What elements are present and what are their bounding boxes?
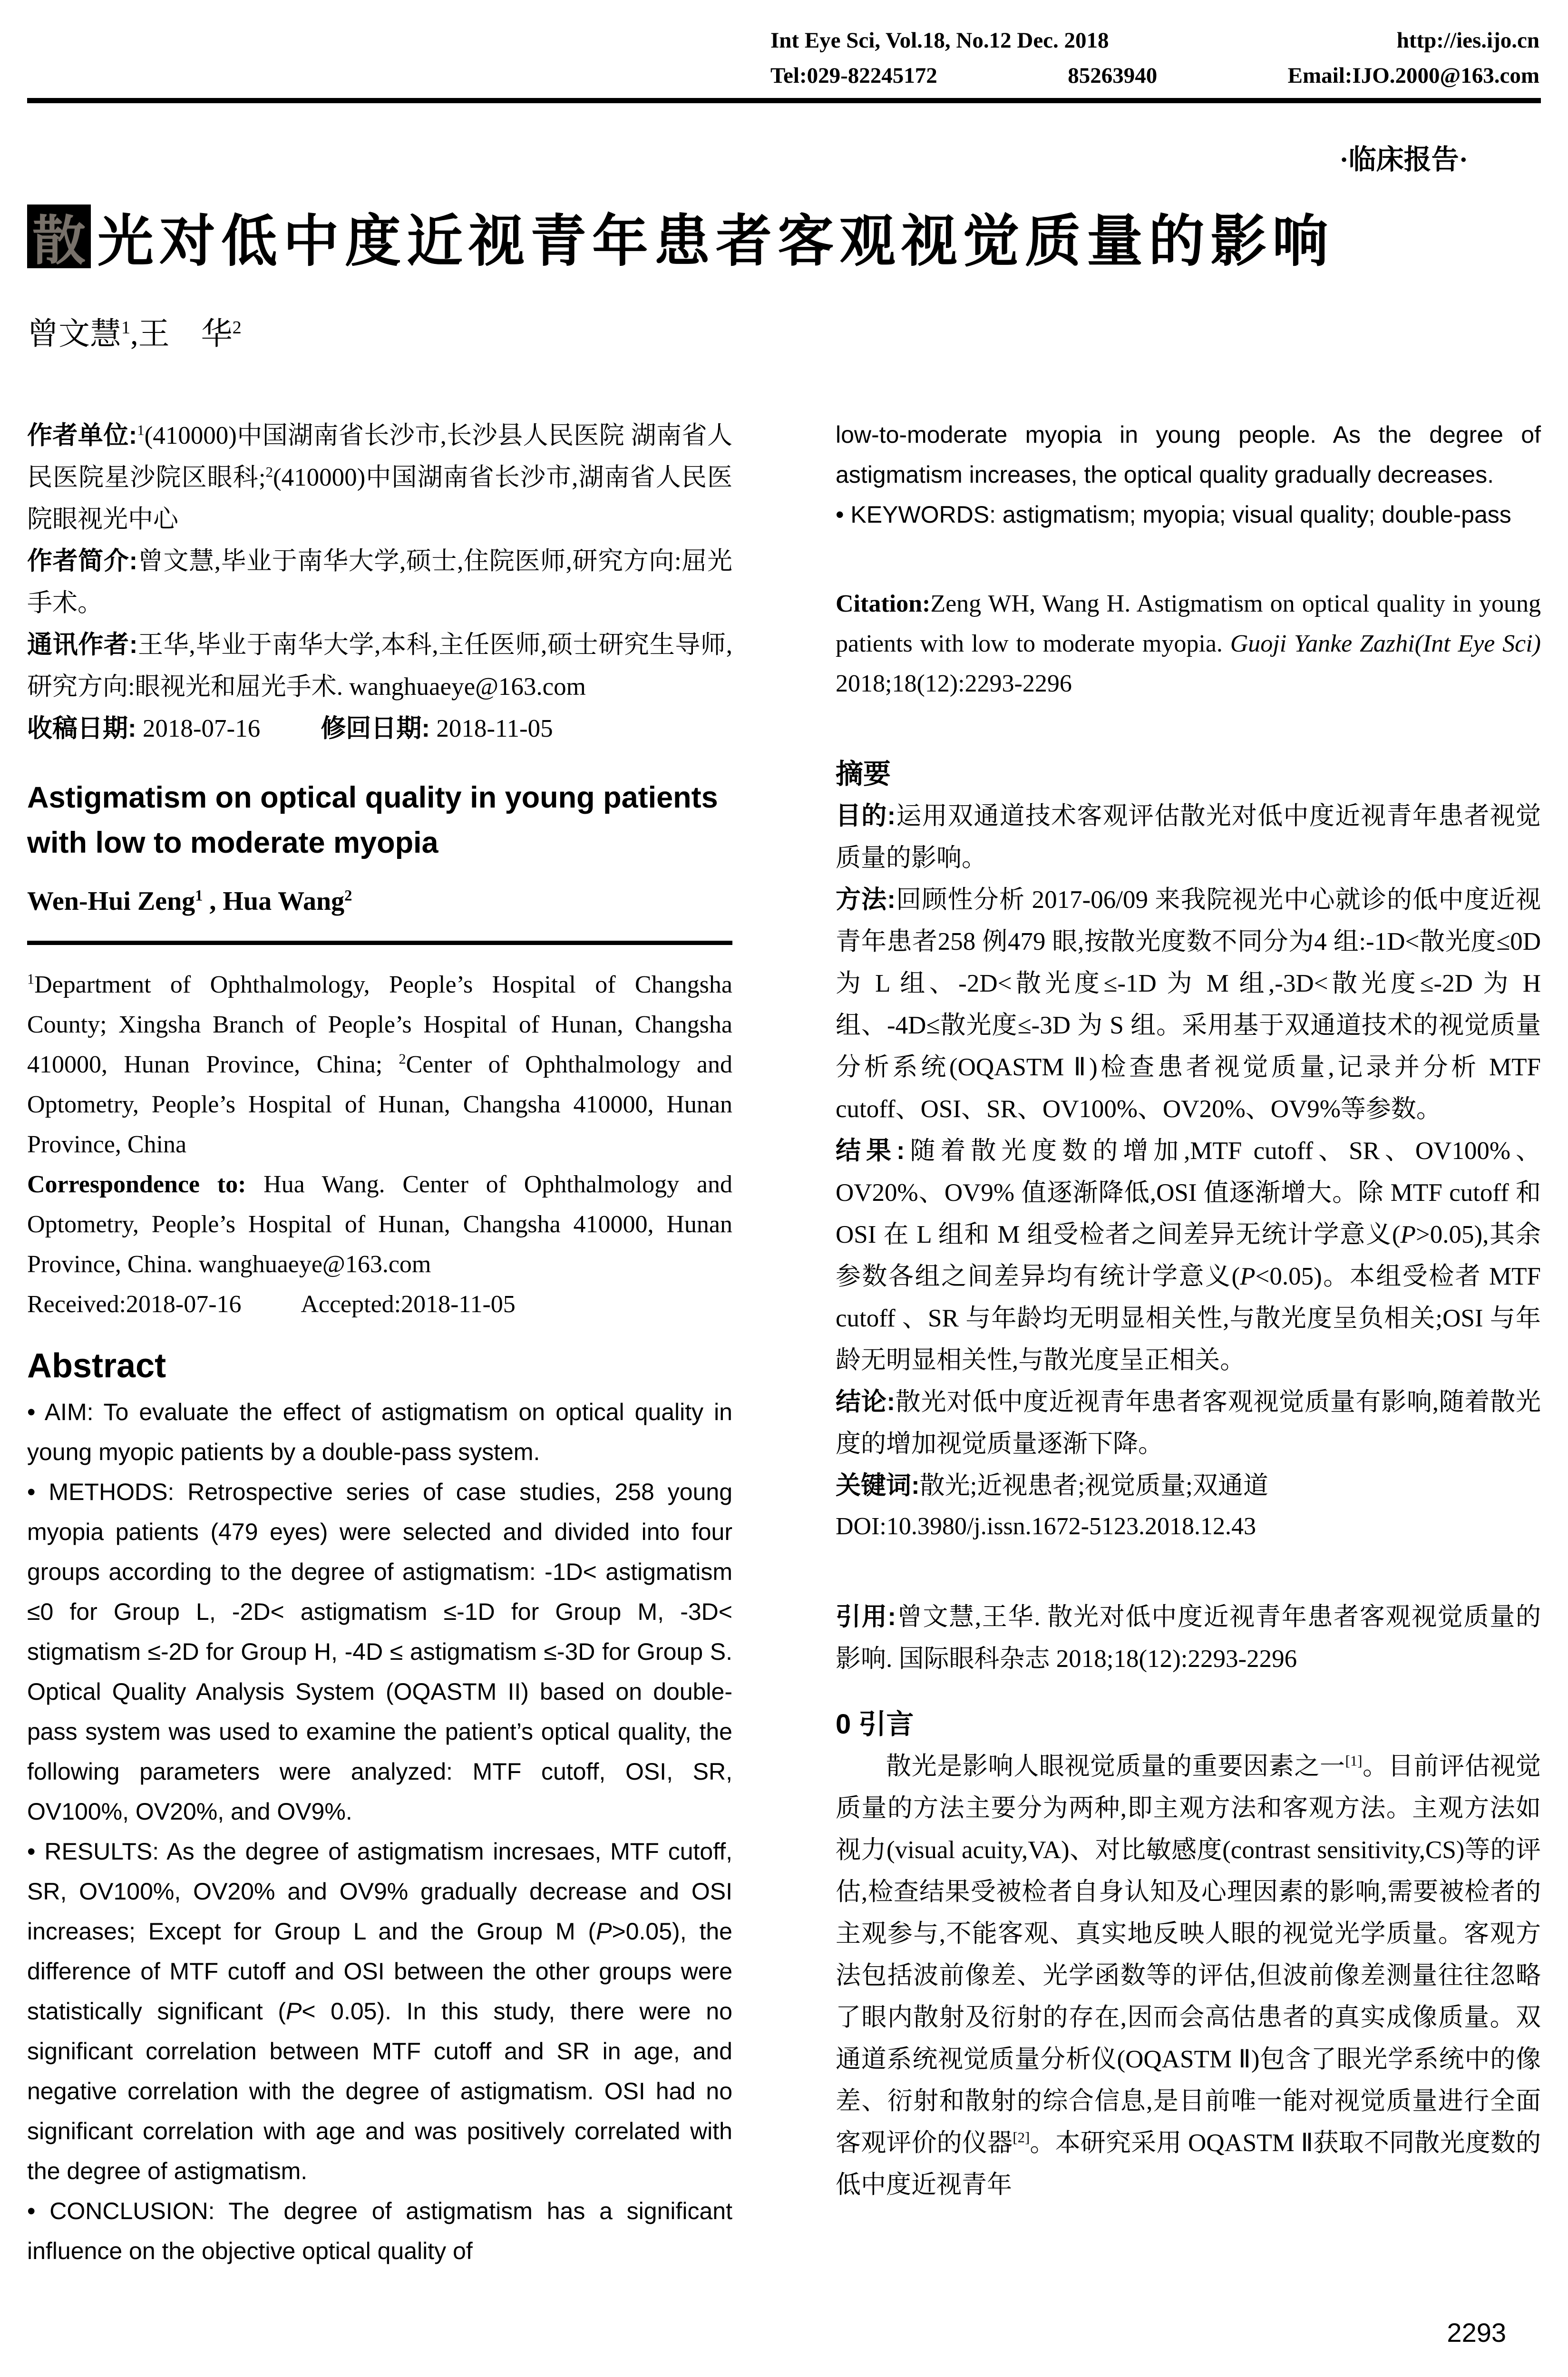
title-drop-cap: 散 bbox=[27, 205, 91, 268]
authors-english: Wen-Hui Zeng$^1$ , Hua Wang$^2$ bbox=[27, 887, 352, 916]
abstract-aim: • AIM: To evaluate the effect of astigmatism on optical quality in young myopic patients by a double-pass system. bbox=[27, 1399, 732, 1465]
aim-chinese: 目的:运用双通道技术客观评估散光对低中度近视青年患者视觉质量的影响。 bbox=[836, 802, 1541, 872]
author-bio-chinese: 作者简介:曾文慧,毕业于南华大学,硕士,住院医师,研究方向:屈光手术。 bbox=[27, 547, 732, 617]
methods-chinese: 方法:回顾性分析 2017-06/09 来我院视光中心就诊的低中度近视青年患者258 例479 眼,按散光度数不同分为4 组:-1D<散光度≤0D 为 L 组、-2D<散光度≤-1D 为 M 组,-3D<散光度≤-2D 为 H 组、-4D≤散光度≤-3D 为 S 组。采用基于双通道技术的视觉质量分析系统(OQASTM Ⅱ)检查患者视觉质量,记录并分析 MTF cutoff、OSI、SR、OV100%、OV20%、OV9%等参数。 bbox=[836, 886, 1541, 1123]
journal-volume-info: Int Eye Sci, Vol.18, No.12 Dec. 2018 bbox=[770, 28, 1109, 53]
title-text: 光对低中度近视青年患者客观视觉质量的影响 bbox=[97, 210, 1334, 273]
citation-chinese: 引用:曾文慧,王华. 散光对低中度近视青年患者客观视觉质量的影响. 国际眼科杂志 2018;18(12):2293-2296 bbox=[836, 1603, 1541, 1673]
correspondence-english: Correspondence to: Hua Wang. Center of Ophthalmology and Optometry, People’s Hospital of Hunan, Changsha 410000, Hunan Province, China. wanghuaeye@163.com bbox=[27, 1171, 732, 1278]
header-rule bbox=[27, 98, 1541, 103]
affiliation-chinese: 作者单位:$^1$(410000)中国湖南省长沙市,长沙县人民医院 湖南省人民医院星沙院区眼科;$^2$(410000)中国湖南省长沙市,湖南省人民医院眼视光中心 bbox=[27, 421, 732, 533]
footnote-divider bbox=[27, 941, 732, 945]
abstract-results: • RESULTS: As the degree of astigmatism incresaes, MTF cutoff, SR, OV100%, OV20% and OV9% gradually decrease and OSI increases; Except for Group L and the Group M (P>0.05), the difference of MTF cutoff and OSI between the other groups were statistically significant (P< 0.05). In this study, there were no significant correlation between MTF cutoff and SR in age, and negative correlation with the degree of astigmatism. OSI had no significant correlation with age and was positively correlated with the degree of astigmatism. bbox=[27, 1838, 732, 2184]
journal-website: http://ies.ijo.cn bbox=[1396, 28, 1539, 53]
abstract-conclusion: • CONCLUSION: The degree of astigmatism has a significant influence on the objective optical quality of bbox=[27, 2198, 732, 2264]
doi: DOI:10.3980/j.issn.1672-5123.2018.12.43 bbox=[836, 1513, 1256, 1540]
right-column bbox=[836, 415, 1541, 2206]
journal-telephone: Tel:029-82245172 bbox=[770, 63, 937, 88]
left-column bbox=[27, 415, 732, 2271]
abstract-methods: • METHODS: Retrospective series of case studies, 258 young myopia patients (479 eyes) were selected and divided into four groups according to the degree of astigmatism: -1D< astigmatism ≤0 for Group L, -2D< astigmatism ≤-1D for Group M, -3D< stigmatism ≤-2D for Group H, -4D ≤ astigmatism ≤-3D for Group S. Optical Quality Analysis System (OQASTM II) based on double-pass system was used to examine the patient’s optical quality, the following parameters were analyzed: MTF cutoff, OSI, SR, OV100%, OV20%, and OV9%. bbox=[27, 1479, 732, 1825]
introduction-paragraph: 散光是影响人眼视觉质量的重要因素之一[1]。目前评估视觉质量的方法主要分为两种,即主观方法和客观方法。主观方法如视力(visual acuity,VA)、对比敏感度(contrast sensitivity,CS)等的评估,检查结果受被检者自身认知及心理因素的影响,需要被检者的主观参与,不能客观、真实地反映人眼的视觉光学质量。客观方法包括波前像差、光学函数等的评估,但波前像差测量往往忽略了眼内散射及衍射的存在,因而会高估患者的真实成像质量。双通道系统视觉质量分析仪(OQASTM Ⅱ)包含了眼光学系统中的像差、衍射和散射的综合信息,是目前唯一能对视觉质量进行全面客观评价的仪器[2]。本研究采用 OQASTM Ⅱ获取不同散光度数的低中度近视青年 bbox=[836, 1753, 1541, 2199]
keywords-english: • KEYWORDS: astigmatism; myopia; visual quality; double-pass bbox=[836, 501, 1511, 528]
abstract-chinese-heading: 摘要 bbox=[836, 759, 891, 789]
citation-english: Citation:Zeng WH, Wang H. Astigmatism on optical quality in young patients with low to moderate myopia. Guoji Yanke Zazhi(Int Eye Sci) 2018;18(12):2293-2296 bbox=[836, 590, 1541, 697]
conclusion-chinese: 结论:散光对低中度近视青年患者客观视觉质量有影响,随着散光度的增加视觉质量逐渐下降。 bbox=[836, 1388, 1541, 1458]
abstract-heading: Abstract bbox=[27, 1347, 166, 1385]
results-chinese: 结果:随着散光度数的增加,MTF cutoff、SR、OV100%、OV20%、OV9% 值逐渐降低,OSI 值逐渐增大。除 MTF cutoff 和 OSI 在 L 组和 M 组受检者之间差异无统计学意义(P>0.05),其余参数各组之间差异均有统计学意义(P<0.05)。本组受检者 MTF cutoff 、SR 与年龄均无明显相关性,与散光度呈负相关;OSI 与年龄无明显相关性,与散光度呈正相关。 bbox=[836, 1137, 1541, 1374]
corresponding-author-chinese: 通讯作者:王华,毕业于南华大学,本科,主任医师,硕士研究生导师,研究方向:眼视光和屈光手术. wanghuaeye@163.com bbox=[27, 631, 732, 701]
header-line-1 bbox=[770, 23, 1539, 58]
section-label: ·临床报告· bbox=[1339, 144, 1468, 175]
header-line-2 bbox=[770, 58, 1539, 93]
abstract-conclusion-continued: low-to-moderate myopia in young people. As the degree of astigmatism increases, the optical quality gradually decreases. bbox=[836, 421, 1541, 488]
page-number: 2293 bbox=[1447, 2318, 1506, 2348]
introduction-heading: 0 引言 bbox=[836, 1709, 914, 1740]
page-header bbox=[770, 23, 1539, 93]
english-title: Astigmatism on optical quality in young patients with low to moderate myopia bbox=[27, 781, 718, 859]
received-revised-dates-chinese: 收稿日期: 2018-07-16 修回日期: 2018-11-05 bbox=[27, 714, 553, 742]
journal-email: Email:IJO.2000@163.com bbox=[1287, 63, 1539, 88]
received-accepted-dates-english: Received:2018-07-16 Accepted:2018-11-05 bbox=[27, 1291, 516, 1318]
authors-chinese: 曾文慧$^1$,王 华$^2$ bbox=[27, 317, 242, 351]
affiliation-english: $^1$Department of Ophthalmology, People’s Hospital of Changsha County; Xingsha Branch of People’s Hospital of Hunan, Changsha 410000, Hunan Province, China; $^2$Center of Ophthalmology and Optometry, People’s Hospital of Hunan, Changsha 410000, Hunan Province, China bbox=[27, 971, 732, 1158]
article-title bbox=[27, 196, 1541, 277]
keywords-chinese: 关键词:散光;近视患者;视觉质量;双通道 bbox=[836, 1471, 1268, 1500]
journal-telephone-2: 85263940 bbox=[1068, 63, 1158, 88]
